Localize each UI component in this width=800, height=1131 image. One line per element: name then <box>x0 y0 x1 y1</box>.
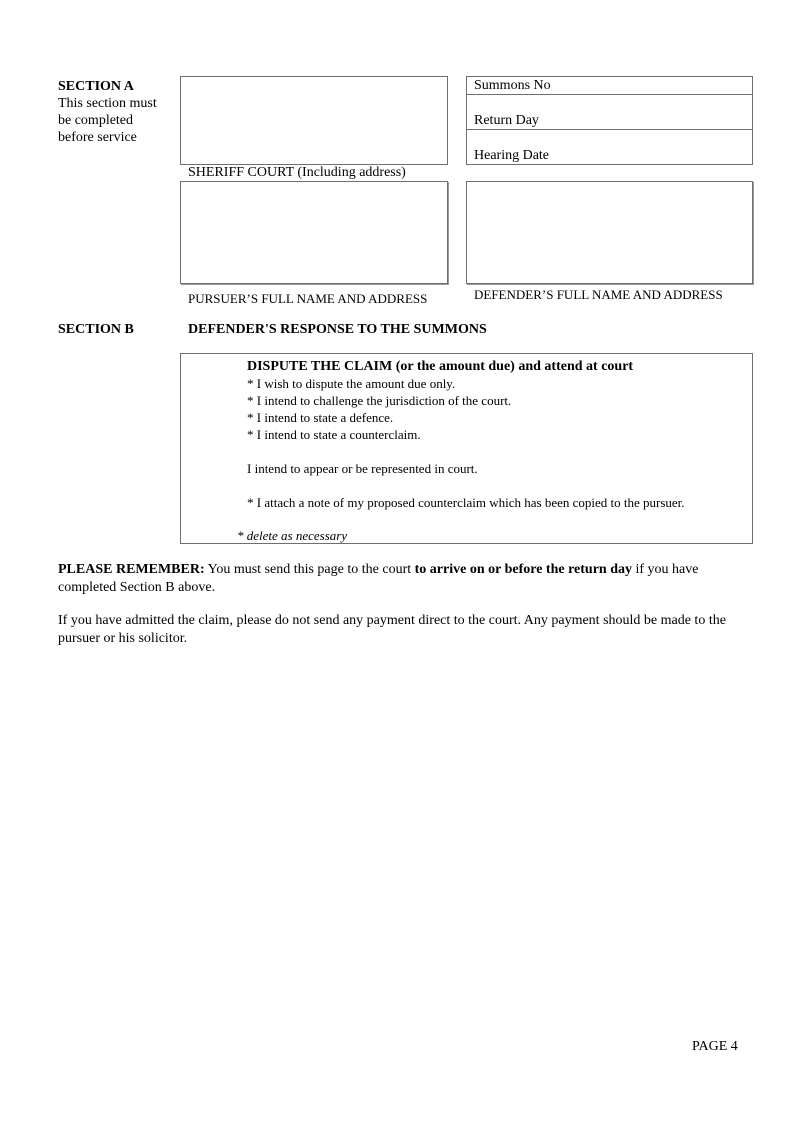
please-remember-text-2: if you have completed Section B above. <box>58 562 699 595</box>
option-state-defence[interactable]: * I intend to state a defence. <box>247 410 394 425</box>
return-day-label: Return Day <box>474 113 539 128</box>
summons-details-box <box>466 76 753 165</box>
summons-no-field[interactable] <box>467 77 752 95</box>
response-options-list <box>247 375 511 443</box>
option-challenge-jurisdiction[interactable]: * I intend to challenge the jurisdiction of the court. <box>247 393 512 408</box>
section-b-heading: SECTION B <box>58 322 134 337</box>
option-state-counterclaim[interactable]: * I intend to state a counterclaim. <box>247 427 421 442</box>
hearing-date-field[interactable] <box>467 130 752 165</box>
page-number: PAGE 4 <box>692 1039 738 1054</box>
sheriff-court-label: SHERIFF COURT (Including address) <box>188 165 406 180</box>
pursuer-label: PURSUER’S FULL NAME AND ADDRESS <box>188 291 428 306</box>
pursuer-field[interactable] <box>180 181 448 284</box>
defender-label: DEFENDER’S FULL NAME AND ADDRESS <box>474 287 723 302</box>
section-a-note-line-3: before service <box>58 130 137 145</box>
please-remember-lead: PLEASE REMEMBER: <box>58 562 205 577</box>
summons-no-label: Summons No <box>474 78 551 93</box>
please-remember-text-1: You must send this page to the court <box>204 562 415 577</box>
dispute-claim-heading: DISPUTE THE CLAIM (or the amount due) and attend at court <box>247 359 634 374</box>
please-remember-emphasis: to arrive on or before the return day <box>414 562 632 577</box>
section-a-heading: SECTION A <box>58 79 134 94</box>
section-a-note <box>58 95 157 146</box>
section-b-title: DEFENDER'S RESPONSE TO THE SUMMONS <box>188 322 487 337</box>
defender-response-box <box>180 353 753 544</box>
section-a-note-line-1: This section must <box>58 96 157 111</box>
please-remember-paragraph <box>58 561 753 597</box>
sheriff-court-field[interactable] <box>180 76 448 165</box>
defender-field[interactable] <box>466 181 753 284</box>
section-a-note-line-2: be completed <box>58 113 134 128</box>
delete-as-necessary-note: * delete as necessary <box>237 528 348 543</box>
appear-in-court-text: I intend to appear or be represented in court. <box>247 461 478 476</box>
hearing-date-label: Hearing Date <box>474 148 550 163</box>
payment-note: If you have admitted the claim, please do not send any payment direct to the court. Any payment should be made to the pursuer or his solicitor. <box>58 613 726 646</box>
return-day-field[interactable] <box>467 95 752 130</box>
attach-counterclaim-text[interactable]: * I attach a note of my proposed counterclaim which has been copied to the pursuer. <box>247 495 685 510</box>
option-dispute-amount[interactable]: * I wish to dispute the amount due only. <box>247 376 456 391</box>
